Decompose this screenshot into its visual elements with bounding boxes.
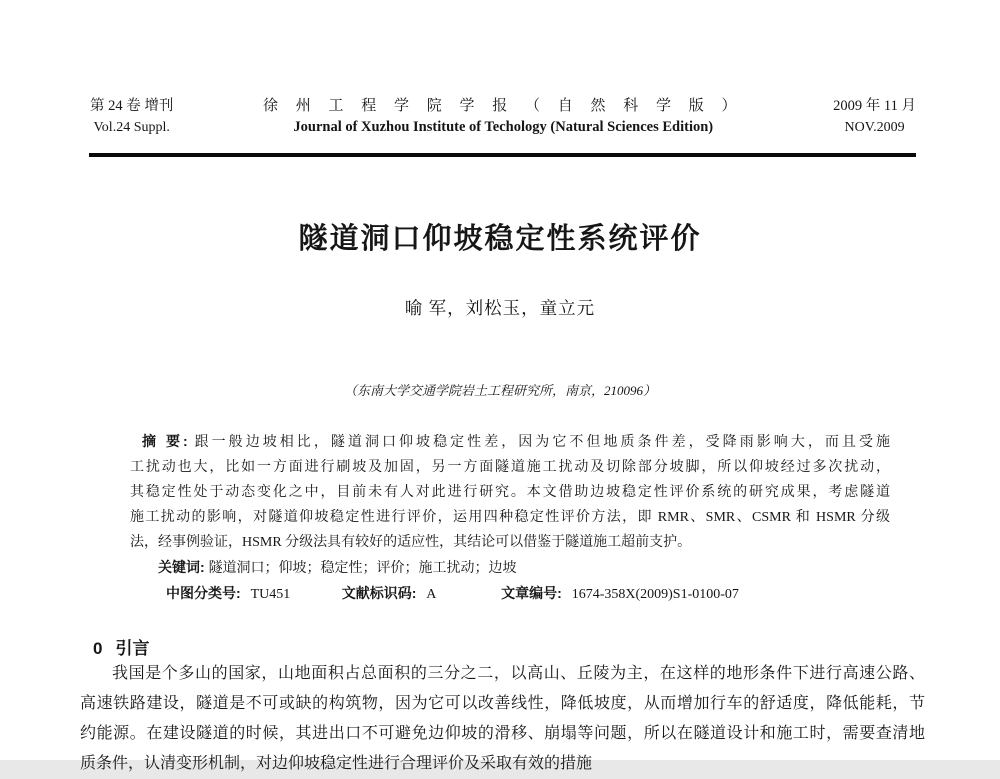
doc-code-value: A <box>426 587 436 602</box>
article-affiliation: （东南大学交通学院岩土工程研究所，南京，210096） <box>343 383 656 398</box>
volume-en: Vol.24 Suppl. <box>93 120 170 135</box>
abstract-line: 工扰动也大，比如一方面进行刷坡及加固，另一方面隧道施工扰动及切除部分坡脚，所以仰坡经过多次扰动， <box>130 460 890 475</box>
masthead-volume <box>90 96 173 138</box>
date-en: NOV.2009 <box>844 120 905 135</box>
abstract-line: 施工扰动的影响，对隧道仰坡稳定性进行评价，运用四种稳定性评价方法，即 RMR、SMR、CSMR 和 HSMR 分级 <box>130 510 890 525</box>
date-cn: 2009 年 11 月 <box>833 98 916 114</box>
paragraph-line: 质条件，认清变形机制，对边仰坡稳定性进行合理评价及采取有效的措施 <box>80 755 593 772</box>
clc-value: TU451 <box>250 587 291 602</box>
keywords-label: 关键词: <box>158 559 209 575</box>
masthead-divider-rule <box>89 153 916 157</box>
paragraph-line: 我国是个多山的国家，山地面积占总面积的三分之二，以高山、丘陵为主，在这样的地形条件下进行高速公路、 <box>112 665 925 682</box>
abstract-text: 跟一般边坡相比，隧道洞口仰坡稳定性差，因为它不但地质条件差，受降雨影响大，而且受施 <box>194 435 890 450</box>
article-id-value: 1674-358X(2009)S1-0100-07 <box>571 587 739 602</box>
article-id-label: 文章编号: <box>501 585 566 601</box>
classification-line <box>166 581 890 607</box>
keywords-line <box>158 555 890 581</box>
keywords-text: 隧道洞口；仰坡；稳定性；评价；施工扰动；边坡 <box>208 561 517 576</box>
journal-name-cn: 徐 州 工 程 学 院 学 报 （ 自 然 科 学 版 ） <box>263 98 744 114</box>
paragraph-line: 高速铁路建设，隧道是不可或缺的构筑物，因为它可以改善线性，降低坡度，从而增加行车的舒适度，降低能耗，节 <box>80 695 925 712</box>
article-title: 隧道洞口仰坡稳定性系统评价 <box>298 223 702 255</box>
introduction-paragraph <box>80 659 925 779</box>
journal-masthead <box>90 96 916 138</box>
abstract-block <box>130 429 890 607</box>
volume-cn: 第 24 卷 增刊 <box>90 98 174 114</box>
section-heading-introduction <box>93 634 149 659</box>
abstract-line <box>130 429 890 455</box>
clc-label: 中图分类号: <box>166 585 245 601</box>
paragraph-line: 约能源。在建设隧道的时候，其进出口不可避免边仰坡的滑移、崩塌等问题，所以在隧道设计和施工时，需要查清地 <box>80 725 925 742</box>
article-authors: 喻 军，刘松玉，童立元 <box>404 298 596 318</box>
masthead-date <box>833 96 916 138</box>
abstract-line: 其稳定性处于动态变化之中，目前未有人对此进行研究。本文借助边坡稳定性评价系统的研究成果，考虑隧道 <box>130 485 890 500</box>
section-title: 引言 <box>115 639 150 658</box>
abstract-label: 摘 要: <box>142 433 195 449</box>
masthead-journal-name <box>263 96 744 138</box>
section-number: 0 <box>93 639 103 658</box>
doc-code-label: 文献标识码: <box>341 585 421 601</box>
journal-name-en: Journal of Xuzhou Institute of Techology (Natural Sciences Edition) <box>293 119 714 135</box>
abstract-line: 法，经事例验证，HSMR 分级法具有较好的适应性，其结论可以借鉴于隧道施工超前支护。 <box>130 535 692 550</box>
